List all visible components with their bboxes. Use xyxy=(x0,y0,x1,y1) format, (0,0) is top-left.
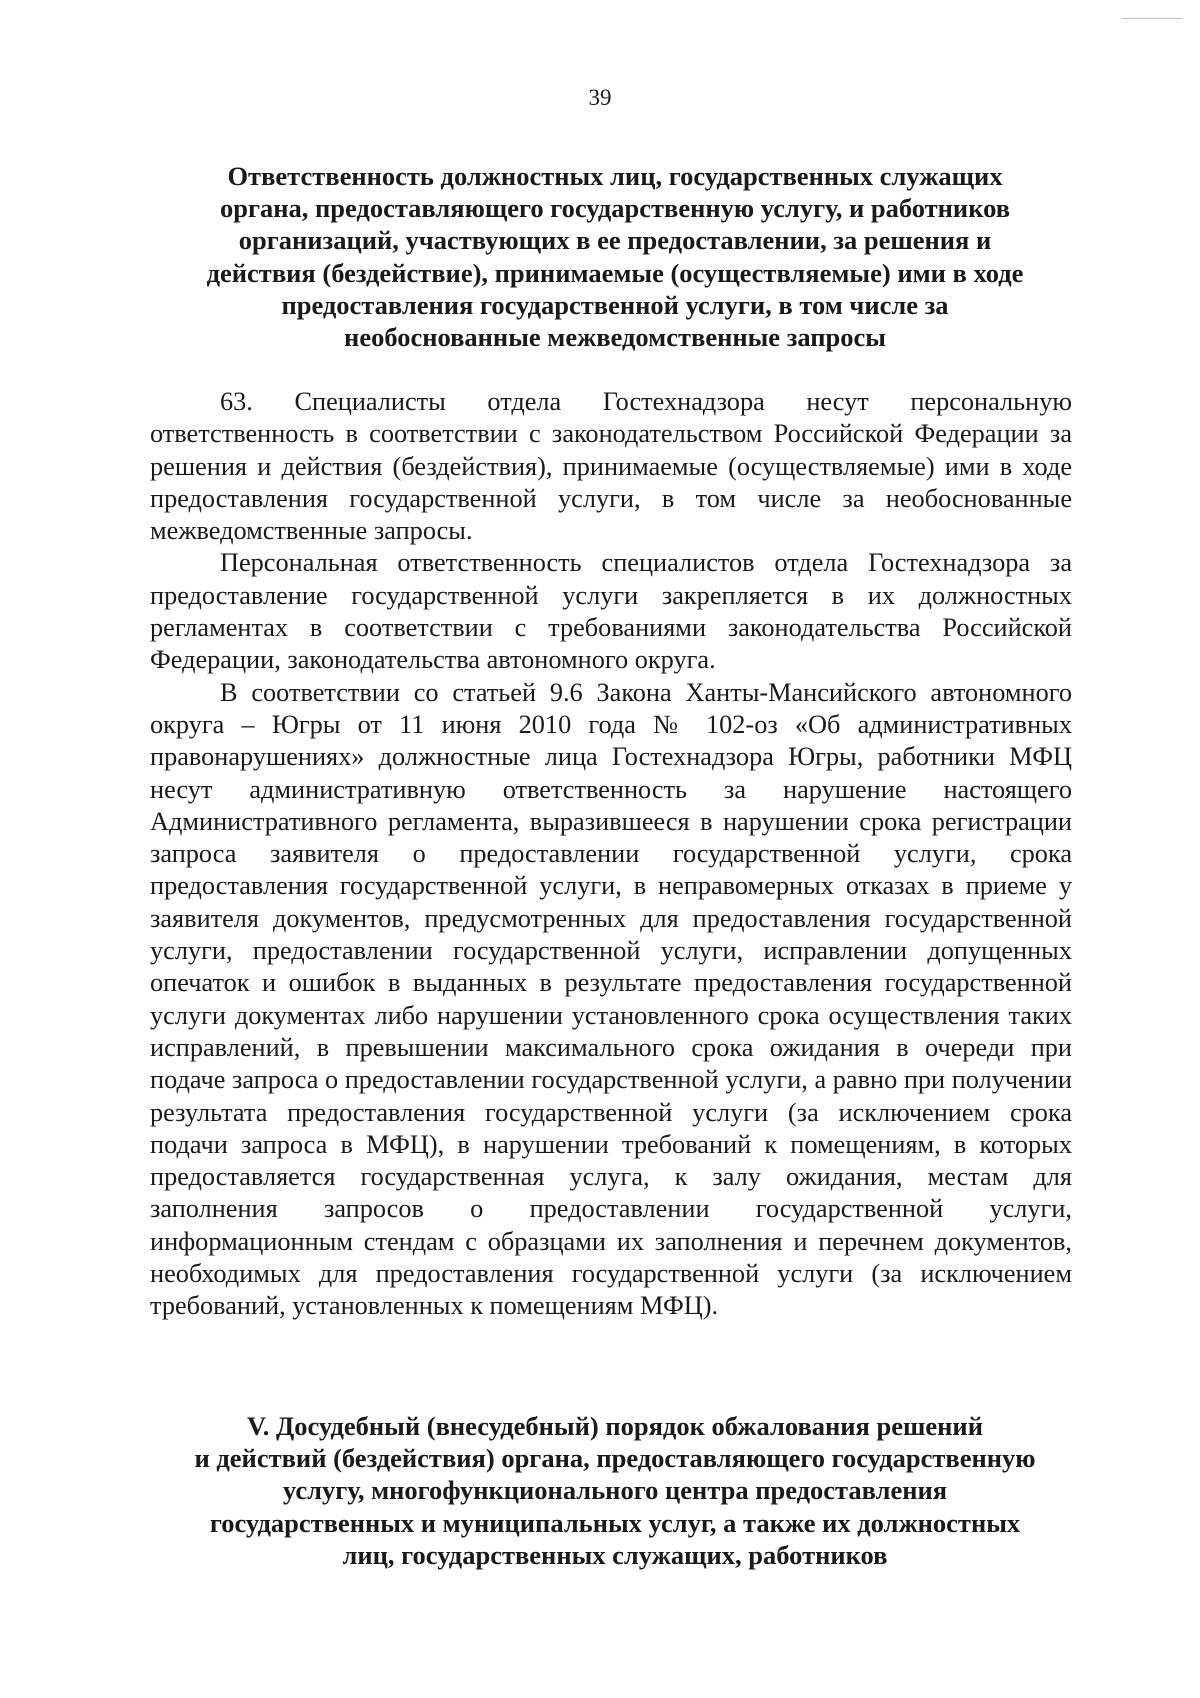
heading-line: услугу, многофункционального центра предоставления xyxy=(282,1475,948,1506)
page-number: 39 xyxy=(588,85,612,110)
paragraph-63: 63. Специалисты отдела Гостехнадзора несут персональную ответственность в соответствии с законодательством Российской Федерации за решения и действия (бездействия), принимаемые (осуществляемые) ими в ходе предоставления государственной услуги, в том числе за необоснованные межведомственные запросы. xyxy=(150,387,1072,546)
heading-line: Ответственность должностных лиц, государственных служащих xyxy=(227,161,1003,191)
heading-line: органа, предоставляющего государственную услугу, и работников xyxy=(219,193,1011,224)
heading-line: V. Досудебный (внесудебный) порядок обжалования решений xyxy=(247,1411,983,1441)
body-text xyxy=(150,386,1072,1323)
heading-line: необоснованные межведомственные запросы xyxy=(344,322,886,353)
heading-line: предоставления государственной услуги, в том числе за xyxy=(281,289,949,320)
heading-line: государственных и муниципальных услуг, а также их должностных xyxy=(209,1507,1021,1538)
paragraph-personal-responsibility: Персональная ответственность специалистов отдела Гостехнадзора за предоставление государственной услуги закрепляется в их должностных регламентах в соответствии с требованиями законодательства Российской Федерации, законодательства автономного округа. xyxy=(150,548,1072,675)
heading-line: организаций, участвующих в ее предоставлении, за решения и xyxy=(238,225,992,256)
section-heading-appeal xyxy=(150,1410,1080,1571)
heading-line: действия (бездействие), принимаемые (осуществляемые) ими в ходе xyxy=(206,257,1024,288)
heading-line: лиц, государственных служащих, работников xyxy=(342,1539,888,1570)
paragraph-administrative-responsibility: В соответствии со статьей 9.6 Закона Ханты-Мансийского автономного округа – Югры от 11 июня 2010 года № 102-оз «Об административных правонарушениях» должностные лица Гостехнадзора Югры, работники МФЦ несут административную ответственность за нарушение настоящего Административного регламента, выразившееся в нарушении срока регистрации запроса заявителя о предоставлении государственной услуги, срока предоставления государственной услуги, в неправомерных отказах в приеме у заявителя документов, предусмотренных для предоставления государственной услуги, предоставлении государственной услуги, исправлении допущенных опечаток и ошибок в выданных в результате предоставления государственной услуги документах либо нарушении установленного срока осуществления таких исправлений, в превышении максимального срока ожидания в очереди при подаче запроса о предоставлении государственной услуги, а равно при получении результата предоставления государственной услуги (за исключением срока подачи запроса в МФЦ), в нарушении требований к помещениям, в которых предоставляется государственная услуга, к залу ожидания, местам для заполнения запросов о предоставлении государственной услуги, информационным стендам с образцами их заполнения и перечнем документов, необходимых для предоставления государственной услуги (за исключением требований, установленных к помещениям МФЦ). xyxy=(150,677,1072,1321)
scan-edge-mark xyxy=(1122,18,1182,19)
section-heading-responsibility xyxy=(150,160,1080,353)
heading-line: и действий (бездействия) органа, предоставляющего государственную xyxy=(194,1443,1036,1474)
